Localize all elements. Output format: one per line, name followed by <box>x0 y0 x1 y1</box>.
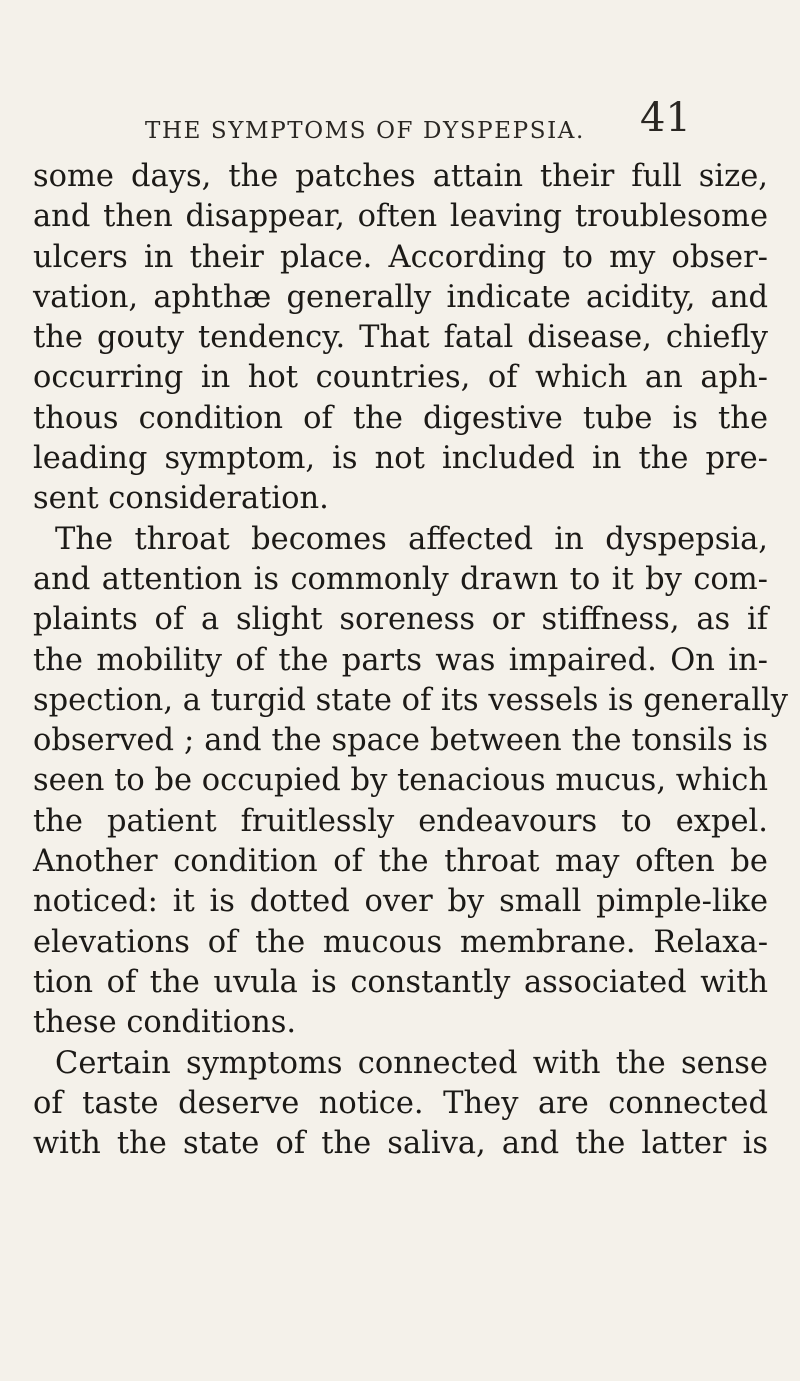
text-line: and attention is commonly drawn to it by com- <box>33 561 768 597</box>
text-line: occurring in hot countries, of which an aph- <box>33 360 768 396</box>
text-line: the mobility of the parts was impaired. On in- <box>33 642 768 678</box>
text-line: vation, aphthæ generally indicate acidity, and <box>33 279 768 315</box>
text-line: of taste deserve notice. They are connected <box>33 1085 768 1121</box>
text-line: Certain symptoms connected with the sense <box>55 1045 768 1081</box>
text-line: plaints of a slight soreness or stiffness, as if <box>33 602 768 638</box>
text-line: and then disappear, often leaving troublesome <box>33 199 768 235</box>
text-line: some days, the patches attain their full size, <box>33 159 768 194</box>
text-line: elevations of the mucous membrane. Relaxa- <box>33 924 768 960</box>
text-line: Another condition of the throat may often be <box>33 844 768 880</box>
text-line: observed ; and the space between the tonsils is <box>33 723 768 759</box>
text-line: sent consideration. <box>33 481 329 517</box>
text-line: leading symptom, is not included in the pre- <box>33 441 768 477</box>
page-number: 41 <box>640 95 691 141</box>
text-line: noticed: it is dotted over by small pimple-like <box>33 884 768 920</box>
text-line: tion of the uvula is constantly associated with <box>33 964 768 1000</box>
body-text <box>33 157 788 1164</box>
text-line: these conditions. <box>33 1005 297 1041</box>
text-line: thous condition of the digestive tube is the <box>33 400 768 436</box>
running-head: THE SYMPTOMS OF DYSPEPSIA. <box>145 118 585 144</box>
text-line: ulcers in their place. According to my obser- <box>33 239 768 275</box>
text-line: the gouty tendency. That fatal disease, chiefly <box>33 320 768 356</box>
text-line: the patient fruitlessly endeavours to expel. <box>33 803 768 839</box>
text-line: spection, a turgid state of its vessels is generally <box>33 682 788 718</box>
text-line: with the state of the saliva, and the latter is <box>33 1126 768 1162</box>
text-line: seen to be occupied by tenacious mucus, which <box>33 763 768 799</box>
text-line: The throat becomes affected in dyspepsia, <box>55 521 768 557</box>
